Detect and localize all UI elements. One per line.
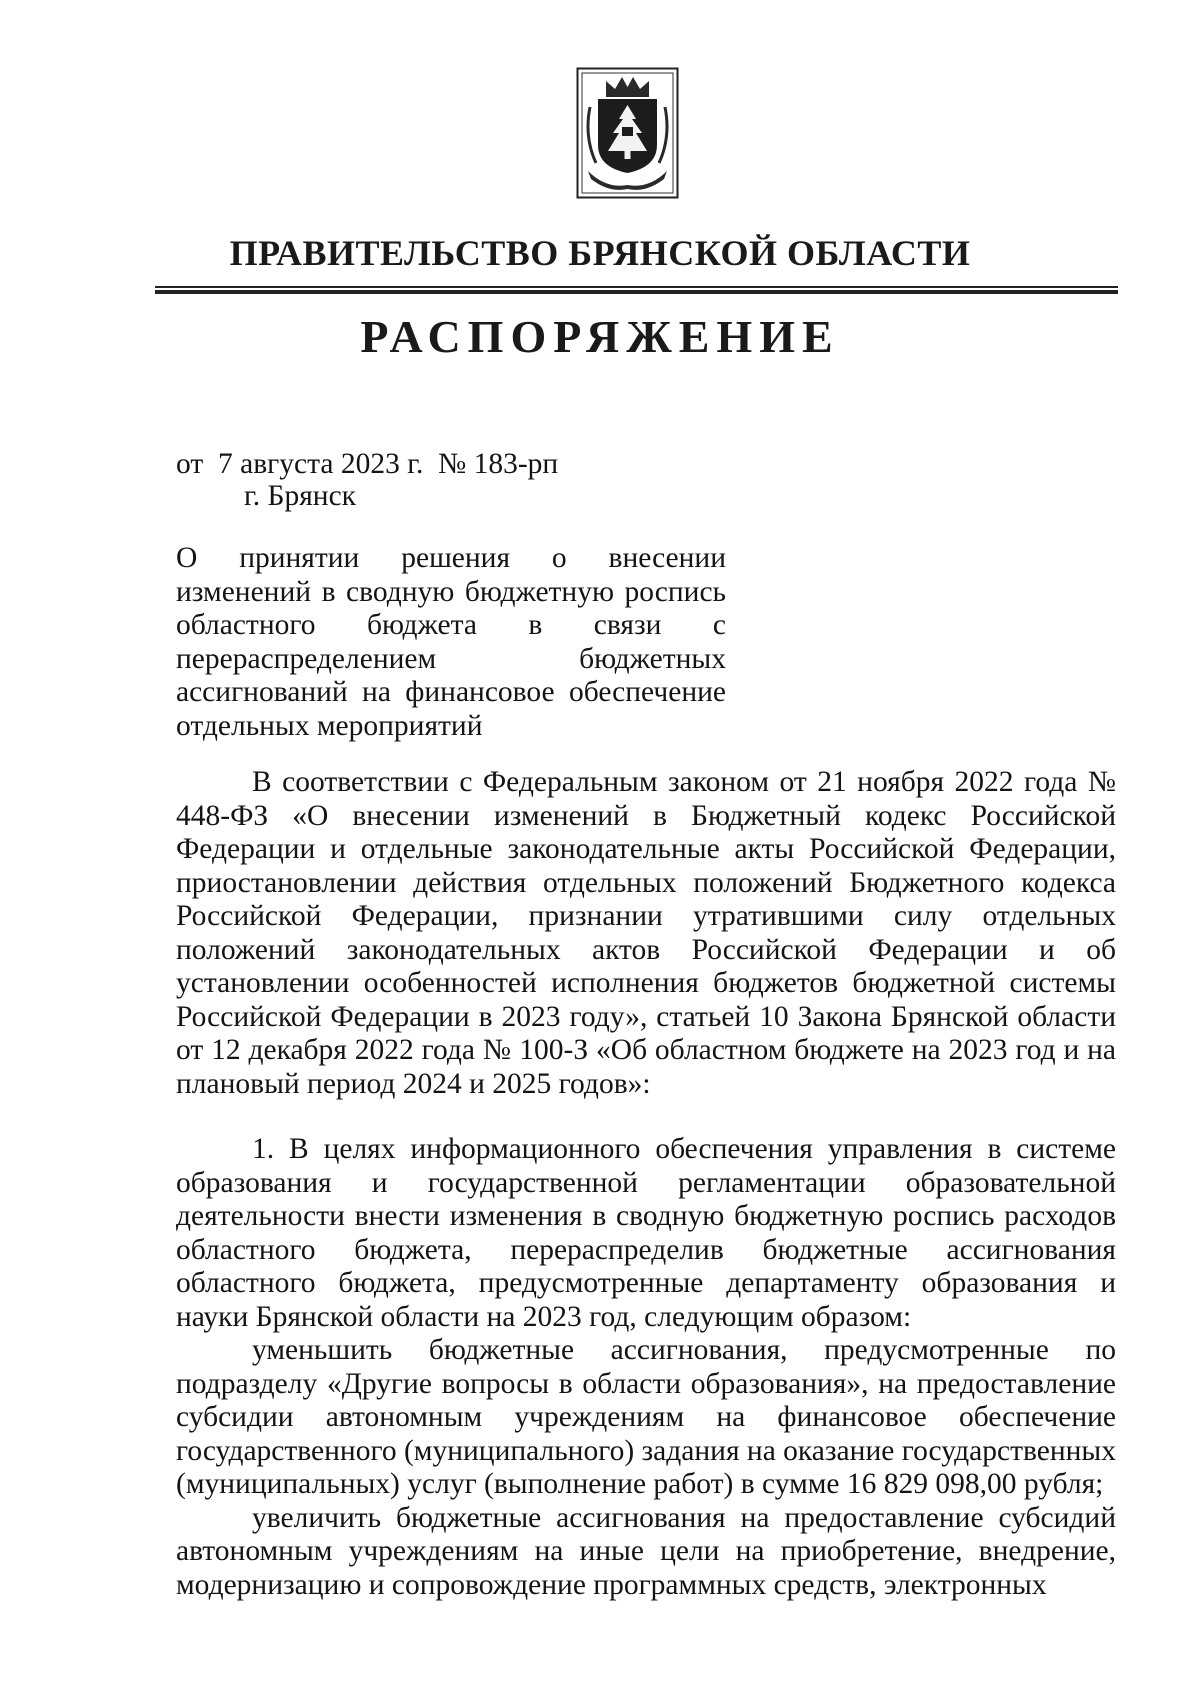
document-type-title: РАСПОРЯЖЕНИЕ (360, 311, 840, 362)
increase-paragraph: увеличить бюджетные ассигнования на предоставление субсидий автономным учреждениям на иные цели на приобретение, внедрение, модернизацию и сопровождение программных средств, электронных (176, 1501, 1116, 1601)
preamble-paragraph: В соответствии с Федеральным законом от 21 ноября 2022 года № 448-ФЗ «О внесении изменений в Бюджетный кодекс Российской Федерации и отдельные законодательные акты Российской Федерации, приостановлении действия отдельных положений Бюджетного кодекса Российской Федерации, признании утратившими силу отдельных положений законодательных актов Российской Федерации и об установлении особенностей исполнения бюджетов бюджетной системы Российской Федерации в 2023 году», статьей 10 Закона Брянской области от 12 декабря 2022 года № 100-З «Об областном бюджете на 2023 год и на плановый период 2024 и 2025 годов»: (176, 766, 1116, 1100)
document-date-number: от 7 августа 2023 г. № 183-рп (176, 448, 559, 480)
coat-of-arms-icon (576, 67, 679, 199)
document-body (176, 766, 1116, 1602)
decrease-paragraph: уменьшить бюджетные ассигнования, предусмотренные по подразделу «Другие вопросы в области образования», на предоставление субсидии автономным учреждениям на финансовое обеспечение государственного (муниципального) задания на оказание государственных (муниципальных) услуг (выполнение работ) в сумме 16 829 098,00 рубля; (176, 1334, 1116, 1500)
item-1-paragraph: 1. В целях информационного обеспечения управления в системе образования и государственной регламентации образовательной деятельности внести изменения в сводную бюджетную роспись расходов областного бюджета, перераспределив бюджетные ассигнования областного бюджета, предусмотренные департаменту образования и науки Брянской области на 2023 год, следующим образом: (176, 1133, 1116, 1333)
header-divider (155, 286, 1118, 294)
organization-name: ПРАВИТЕЛЬСТВО БРЯНСКОЙ ОБЛАСТИ (229, 233, 971, 273)
document-city: г. Брянск (244, 480, 356, 512)
document-subject: О принятии решения о внесении изменений в сводную бюджетную роспись областного бюджета в связи с перераспределением бюджетных ассигнований на финансовое обеспечение отдельных мероприятий (176, 542, 726, 742)
